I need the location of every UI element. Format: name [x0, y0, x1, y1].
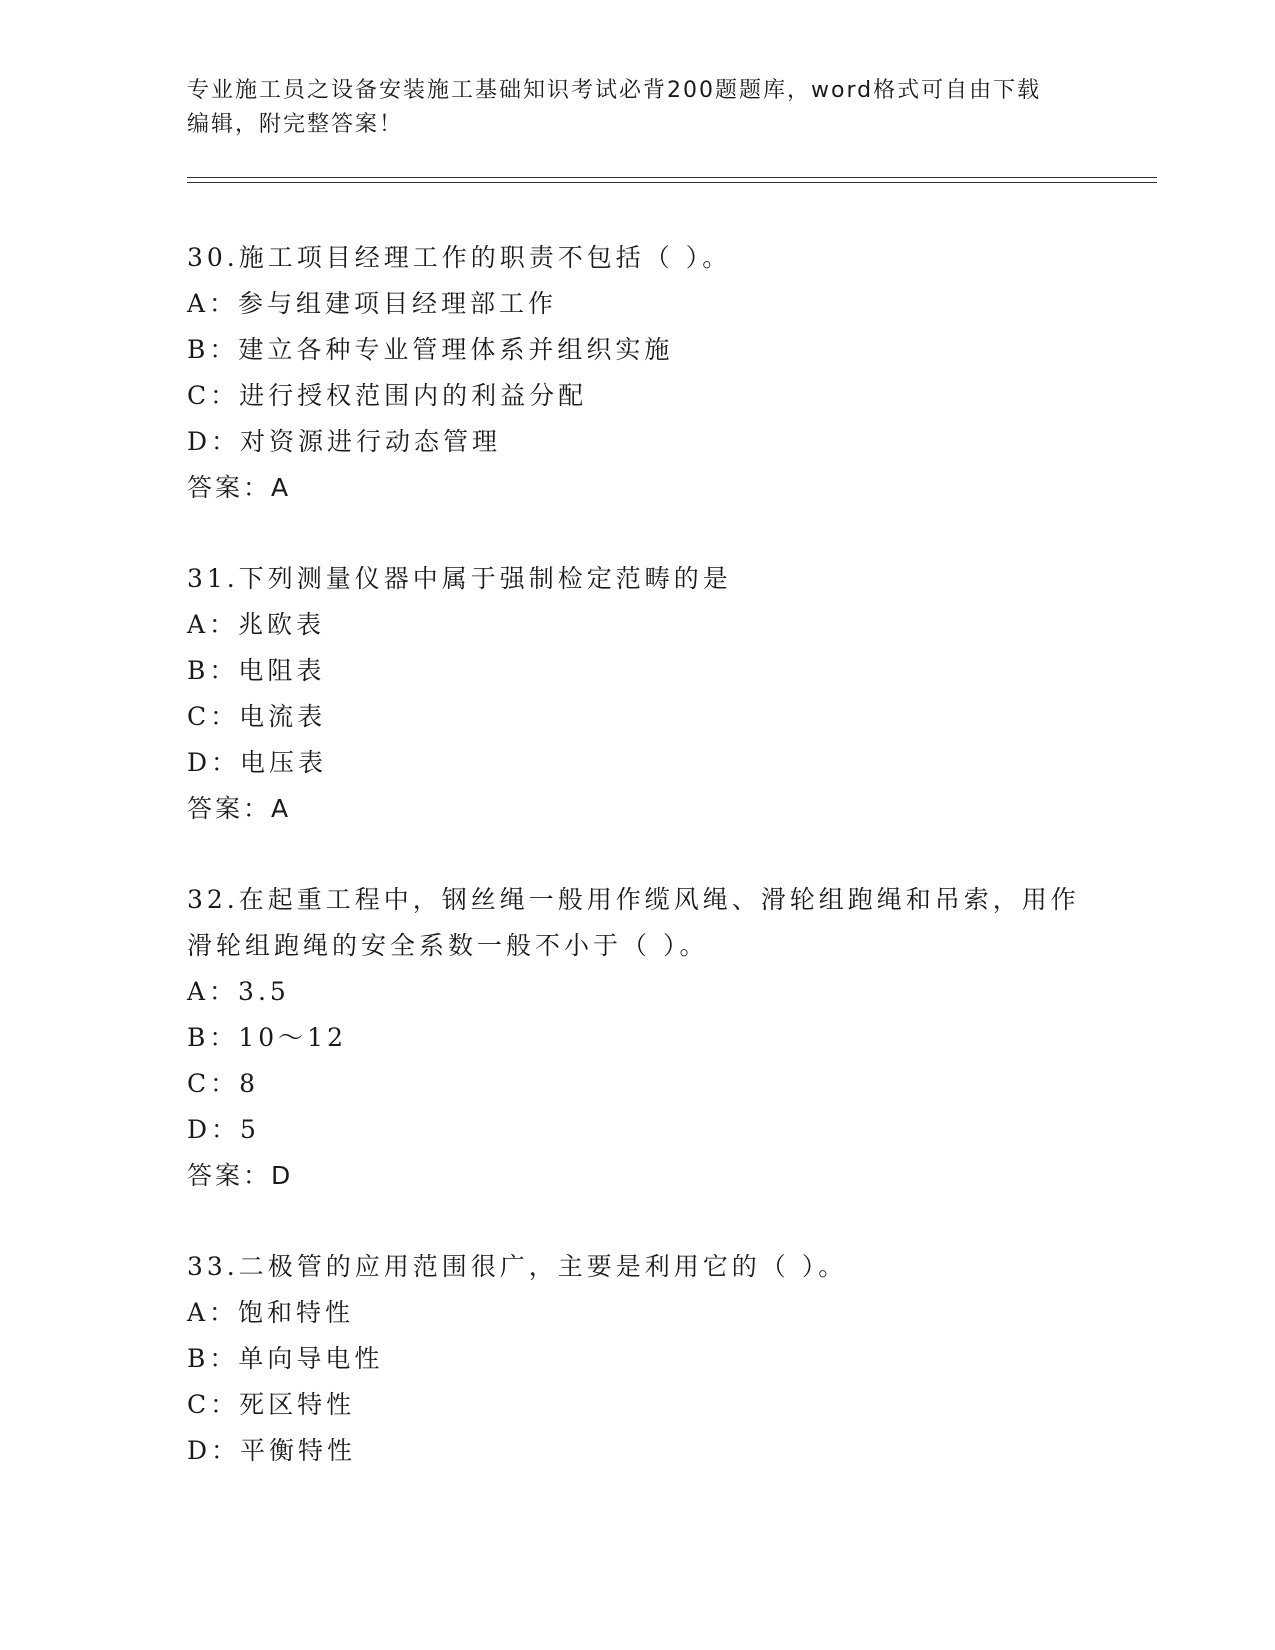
document-header [187, 74, 1087, 142]
answer: 答案：A [187, 794, 292, 823]
option-c: C：8 [187, 1069, 260, 1098]
option-d: D：对资源进行动态管理 [187, 427, 502, 456]
option-c: C：进行授权范围内的利益分配 [187, 381, 588, 410]
option-b: B：单向导电性 [187, 1344, 384, 1373]
option-b: B：建立各种专业管理体系并组织实施 [187, 335, 674, 364]
answer: 答案：D [187, 1161, 294, 1190]
question-stem: 30.施工项目经理工作的职责不包括（ ）。 [187, 243, 732, 272]
header-line-2: 编辑，附完整答案！ [187, 112, 404, 137]
question-stem-line-1: 32.在起重工程中，钢丝绳一般用作缆风绳、滑轮组跑绳和吊索，用作 [187, 885, 1080, 914]
question-list [187, 235, 1157, 1519]
option-a: A：3.5 [187, 977, 290, 1006]
option-b: B：电阻表 [187, 656, 326, 685]
option-d: D：平衡特性 [187, 1436, 357, 1465]
option-a: A：兆欧表 [187, 610, 326, 639]
option-a: A：饱和特性 [187, 1298, 355, 1327]
question-30 [187, 235, 1157, 511]
question-31 [187, 556, 1157, 832]
option-c: C：死区特性 [187, 1390, 356, 1419]
option-a: A：参与组建项目经理部工作 [187, 289, 558, 318]
question-stem: 33.二极管的应用范围很广，主要是利用它的（ ）。 [187, 1252, 848, 1281]
option-b: B：10～12 [187, 1023, 347, 1052]
header-divider-top [187, 177, 1157, 178]
option-d: D：5 [187, 1115, 260, 1144]
answer: 答案：A [187, 473, 292, 502]
header-line-1: 专业施工员之设备安装施工基础知识考试必背200题题库，word格式可自由下载 [187, 78, 1042, 103]
question-33 [187, 1244, 1157, 1474]
option-d: D：电压表 [187, 748, 328, 777]
question-stem-line-2: 滑轮组跑绳的安全系数一般不小于（ ）。 [187, 931, 709, 960]
option-c: C：电流表 [187, 702, 327, 731]
question-stem: 31.下列测量仪器中属于强制检定范畴的是 [187, 564, 732, 593]
header-divider-bottom [187, 182, 1157, 183]
question-32 [187, 877, 1157, 1199]
